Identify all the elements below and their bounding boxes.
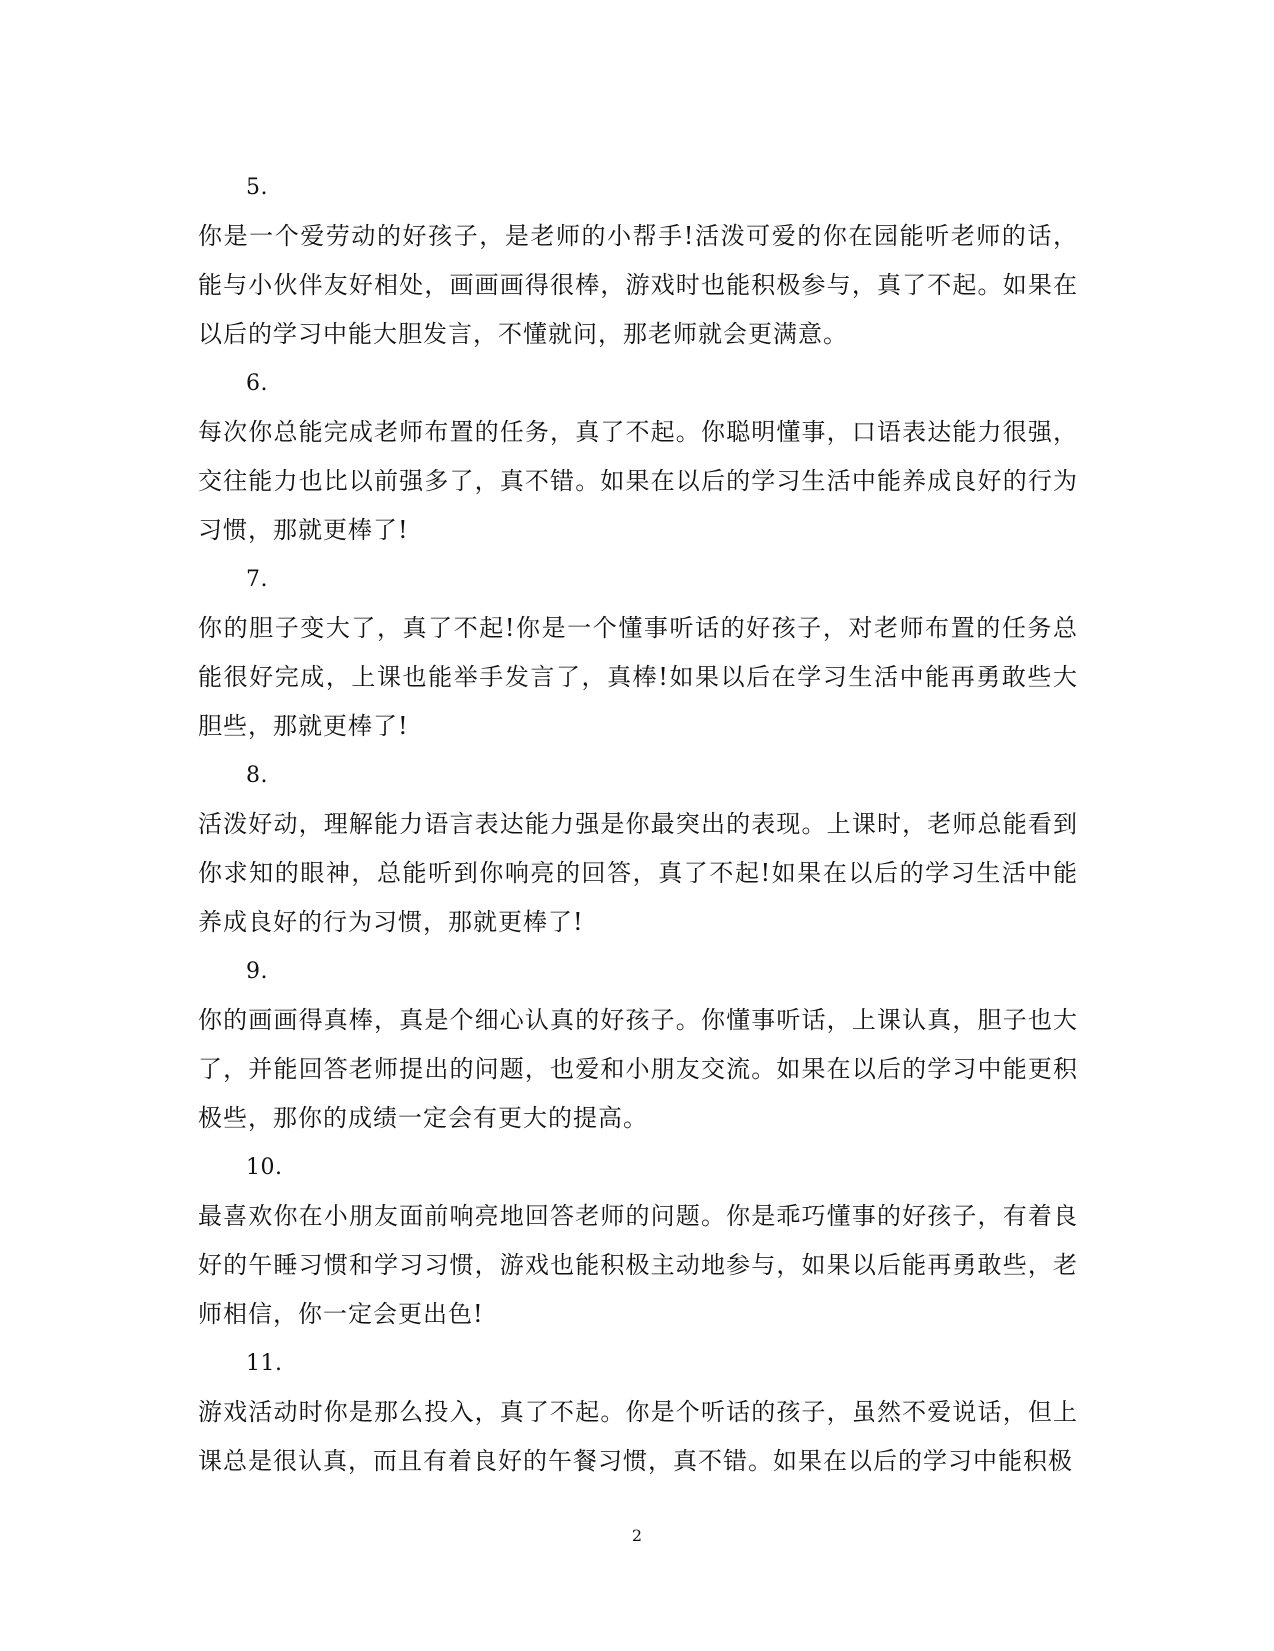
entry-text: 活泼好动，理解能力语言表达能力强是你最突出的表现。上课时，老师总能看到你求知的眼神，总能听到你响亮的回答，真了不起!如果在以后的学习生活中能养成良好的行为习惯，那就更棒了! (198, 810, 1078, 936)
entry-text: 你的画画得真棒，真是个细心认真的好孩子。你懂事听话，上课认真，胆子也大了，并能回答老师提出的问题，也爱和小朋友交流。如果在以后的学习中能更积极些，那你的成绩一定会有更大的提高。 (198, 1006, 1078, 1132)
entry-number: 10. (246, 1155, 283, 1180)
page-number: 2 (631, 1526, 643, 1545)
entry-8 (198, 751, 1078, 947)
entry-text: 游戏活动时你是那么投入，真了不起。你是个听话的孩子，虽然不爱说话，但上课总是很认真，而且有着良好的午餐习惯，真不错。如果在以后的学习中能积极 (198, 1398, 1078, 1475)
entry-number: 7. (246, 567, 268, 592)
entry-5 (198, 163, 1078, 359)
entry-number: 9. (246, 959, 268, 984)
entry-6 (198, 359, 1078, 555)
entry-number: 5. (246, 175, 268, 200)
document-body (198, 163, 1078, 1486)
entry-number: 11. (246, 1351, 283, 1376)
entry-number: 6. (246, 371, 268, 396)
entry-11 (198, 1339, 1078, 1486)
entry-text: 每次你总能完成老师布置的任务，真了不起。你聪明懂事，口语表达能力很强，交往能力也比以前强多了，真不错。如果在以后的学习生活中能养成良好的行为习惯，那就更棒了! (198, 418, 1078, 544)
entry-number: 8. (246, 763, 268, 788)
entry-9 (198, 947, 1078, 1143)
entry-text: 你是一个爱劳动的好孩子，是老师的小帮手!活泼可爱的你在园能听老师的话，能与小伙伴友好相处，画画画得很棒，游戏时也能积极参与，真了不起。如果在以后的学习中能大胆发言，不懂就问，那老师就会更满意。 (198, 222, 1078, 348)
entry-text: 你的胆子变大了，真了不起!你是一个懂事听话的好孩子，对老师布置的任务总能很好完成，上课也能举手发言了，真棒!如果以后在学习生活中能再勇敢些大胆些，那就更棒了! (198, 614, 1078, 740)
entry-10 (198, 1143, 1078, 1339)
entry-7 (198, 555, 1078, 751)
entry-text: 最喜欢你在小朋友面前响亮地回答老师的问题。你是乖巧懂事的好孩子，有着良好的午睡习惯和学习习惯，游戏也能积极主动地参与，如果以后能再勇敢些，老师相信，你一定会更出色! (198, 1202, 1078, 1328)
